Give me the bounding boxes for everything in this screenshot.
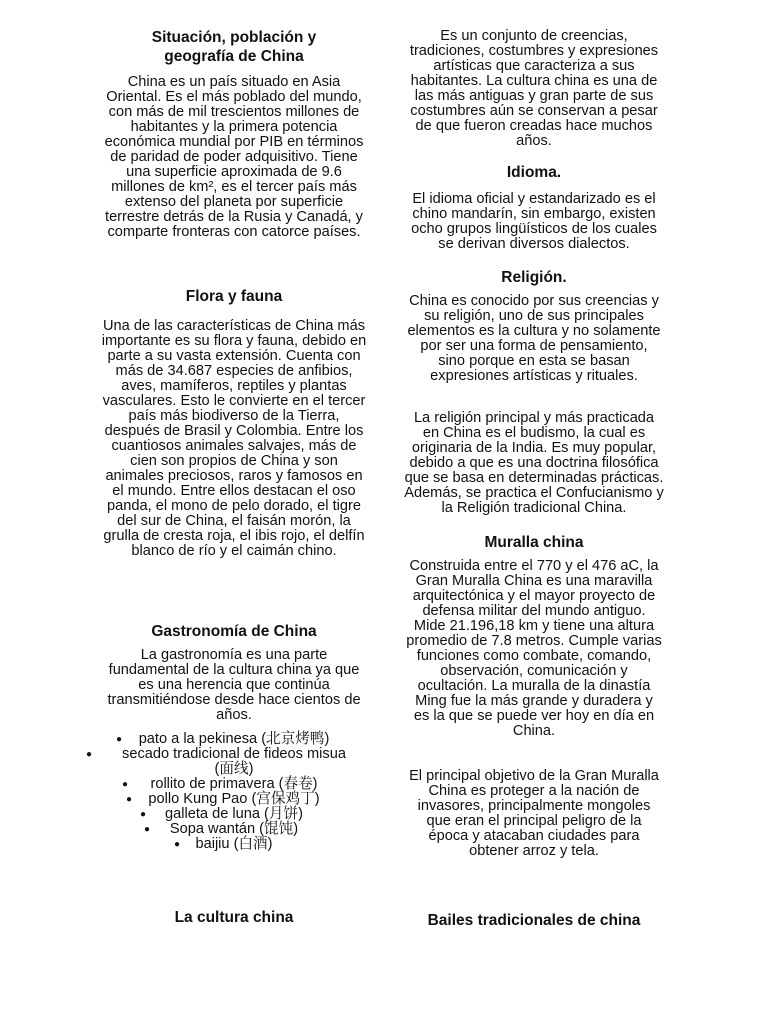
list-item: ● secado tradicional de fideos misua: [86, 746, 346, 762]
list-item: ● galleta de luna (月饼): [140, 806, 303, 822]
paragraph-religion-1: China es conocido por sus creencias y su religión, uno de sus principales elementos es la cultura y no solamente por ser una forma de pensamiento, sino porque en esta se basan expresiones artísticas y rituales.: [407, 293, 661, 384]
dish-label: baijiu (白酒): [195, 836, 273, 852]
list-item: ● Sopa wantán (馄饨): [144, 821, 299, 837]
paragraph-religion-2: La religión principal y más practicada en China es el budismo, la cual es originaria de la India. Es muy popular, debido a que es una doctrina filosófica que se basa en determinadas prácticas. Además, se practica el Confucianismo y la Religión tradicional China.: [404, 410, 664, 516]
heading-muralla: Muralla china: [484, 534, 584, 551]
dish-label: Sopa wantán (馄饨): [169, 821, 299, 837]
dish-label: pato a la pekinesa (北京烤鸭): [138, 731, 330, 747]
heading-idioma: Idioma.: [506, 164, 562, 181]
heading-gastronomia: Gastronomía de China: [151, 623, 317, 640]
dish-label: pollo Kung Pao (宫保鸡丁): [148, 791, 320, 807]
dish-label: galleta de luna (月饼): [165, 806, 303, 822]
heading-situacion: Situación, población y geografía de China: [151, 29, 317, 65]
heading-religion: Religión.: [501, 269, 567, 286]
list-item: ● baijiu (白酒): [174, 836, 273, 852]
paragraph-idioma: El idioma oficial y estandarizado es el chino mandarín, sin embargo, existen ocho grupos lingüísticos de los cuales se derivan diversos dialectos.: [411, 191, 657, 252]
heading-cultura-china: La cultura china: [174, 909, 294, 926]
dish-label: rollito de primavera (春卷): [150, 776, 318, 792]
list-item: ● rollito de primavera (春卷): [122, 776, 318, 792]
dish-label: (面线): [214, 761, 254, 777]
paragraph-muralla-2: El principal objetivo de la Gran Muralla China es proteger a la nación de invasores, principalmente mongoles que eran el principal peligro de la época y atacaban ciudades para obtener arroz y tela.: [409, 768, 659, 859]
paragraph-situacion: China es un país situado en Asia Oriental. Es el más poblado del mundo, con más de mil trescientos millones de habitantes y la primera potencia económica mundial por PIB en términos de paridad de poder adquisitivo. Tiene una superficie aproximada de 9.6 millones de km², es el tercer país más extenso del planeta por superficie terrestre detrás de la Rusia y Canadá, y comparte fronteras con catorce países.: [104, 74, 364, 240]
list-item: ● pato a la pekinesa (北京烤鸭): [116, 731, 330, 747]
list-item: [82, 762, 386, 777]
dish-list: [82, 732, 386, 852]
heading-bailes: Bailes tradicionales de china: [427, 912, 641, 929]
paragraph-cultura: Es un conjunto de creencias, tradiciones, costumbres y expresiones artísticas que caracteriza a sus habitantes. La cultura china es una de las más antiguas y gran parte de sus costumbres aún se conservan a pesar de que fueron creadas hace muchos años.: [409, 28, 659, 149]
paragraph-flora-fauna: Una de las características de China más importante es su flora y fauna, debido en parte a su vasta extensión. Cuenta con más de 34.687 especies de anfibios, aves, mamíferos, reptiles y plantas vasculares. Esto le convierte en el tercer país más biodiverso de la Tierra, después de Brasil y Colombia. Entre los cuantiosos animales salvajes, más de cien son propios de China y son animales preciosos, raros y famosos en el mundo. Entre ellos destacan el oso panda, el mono de pelo dorado, el tigre del sur de China, el faisán morón, la grulla de cresta roja, el ibis rojo, el delfín blanco de río y el caimán chino.: [101, 318, 367, 559]
list-item: ● pollo Kung Pao (宫保鸡丁): [126, 791, 320, 807]
heading-flora-fauna: Flora y fauna: [185, 288, 283, 305]
dish-label: secado tradicional de fideos misua: [122, 746, 346, 762]
paragraph-gastronomia: La gastronomía es una parte fundamental de la cultura china ya que es una herencia que continúa transmitiéndose desde hace cientos de años.: [107, 647, 361, 723]
paragraph-muralla-1: Construida entre el 770 y el 476 aC, la Gran Muralla China es una maravilla arquitectónica y el mayor proyecto de defensa militar del mundo antiguo. Mide 21.196,18 km y tiene una altura promedio de 7.8 metros. Cumple varias funciones como combate, comando, observación, comunicación y ocultación. La muralla de la dinastía Ming fue la más grande y duradera y es la que se puede ver hoy en día en China.: [406, 558, 662, 739]
